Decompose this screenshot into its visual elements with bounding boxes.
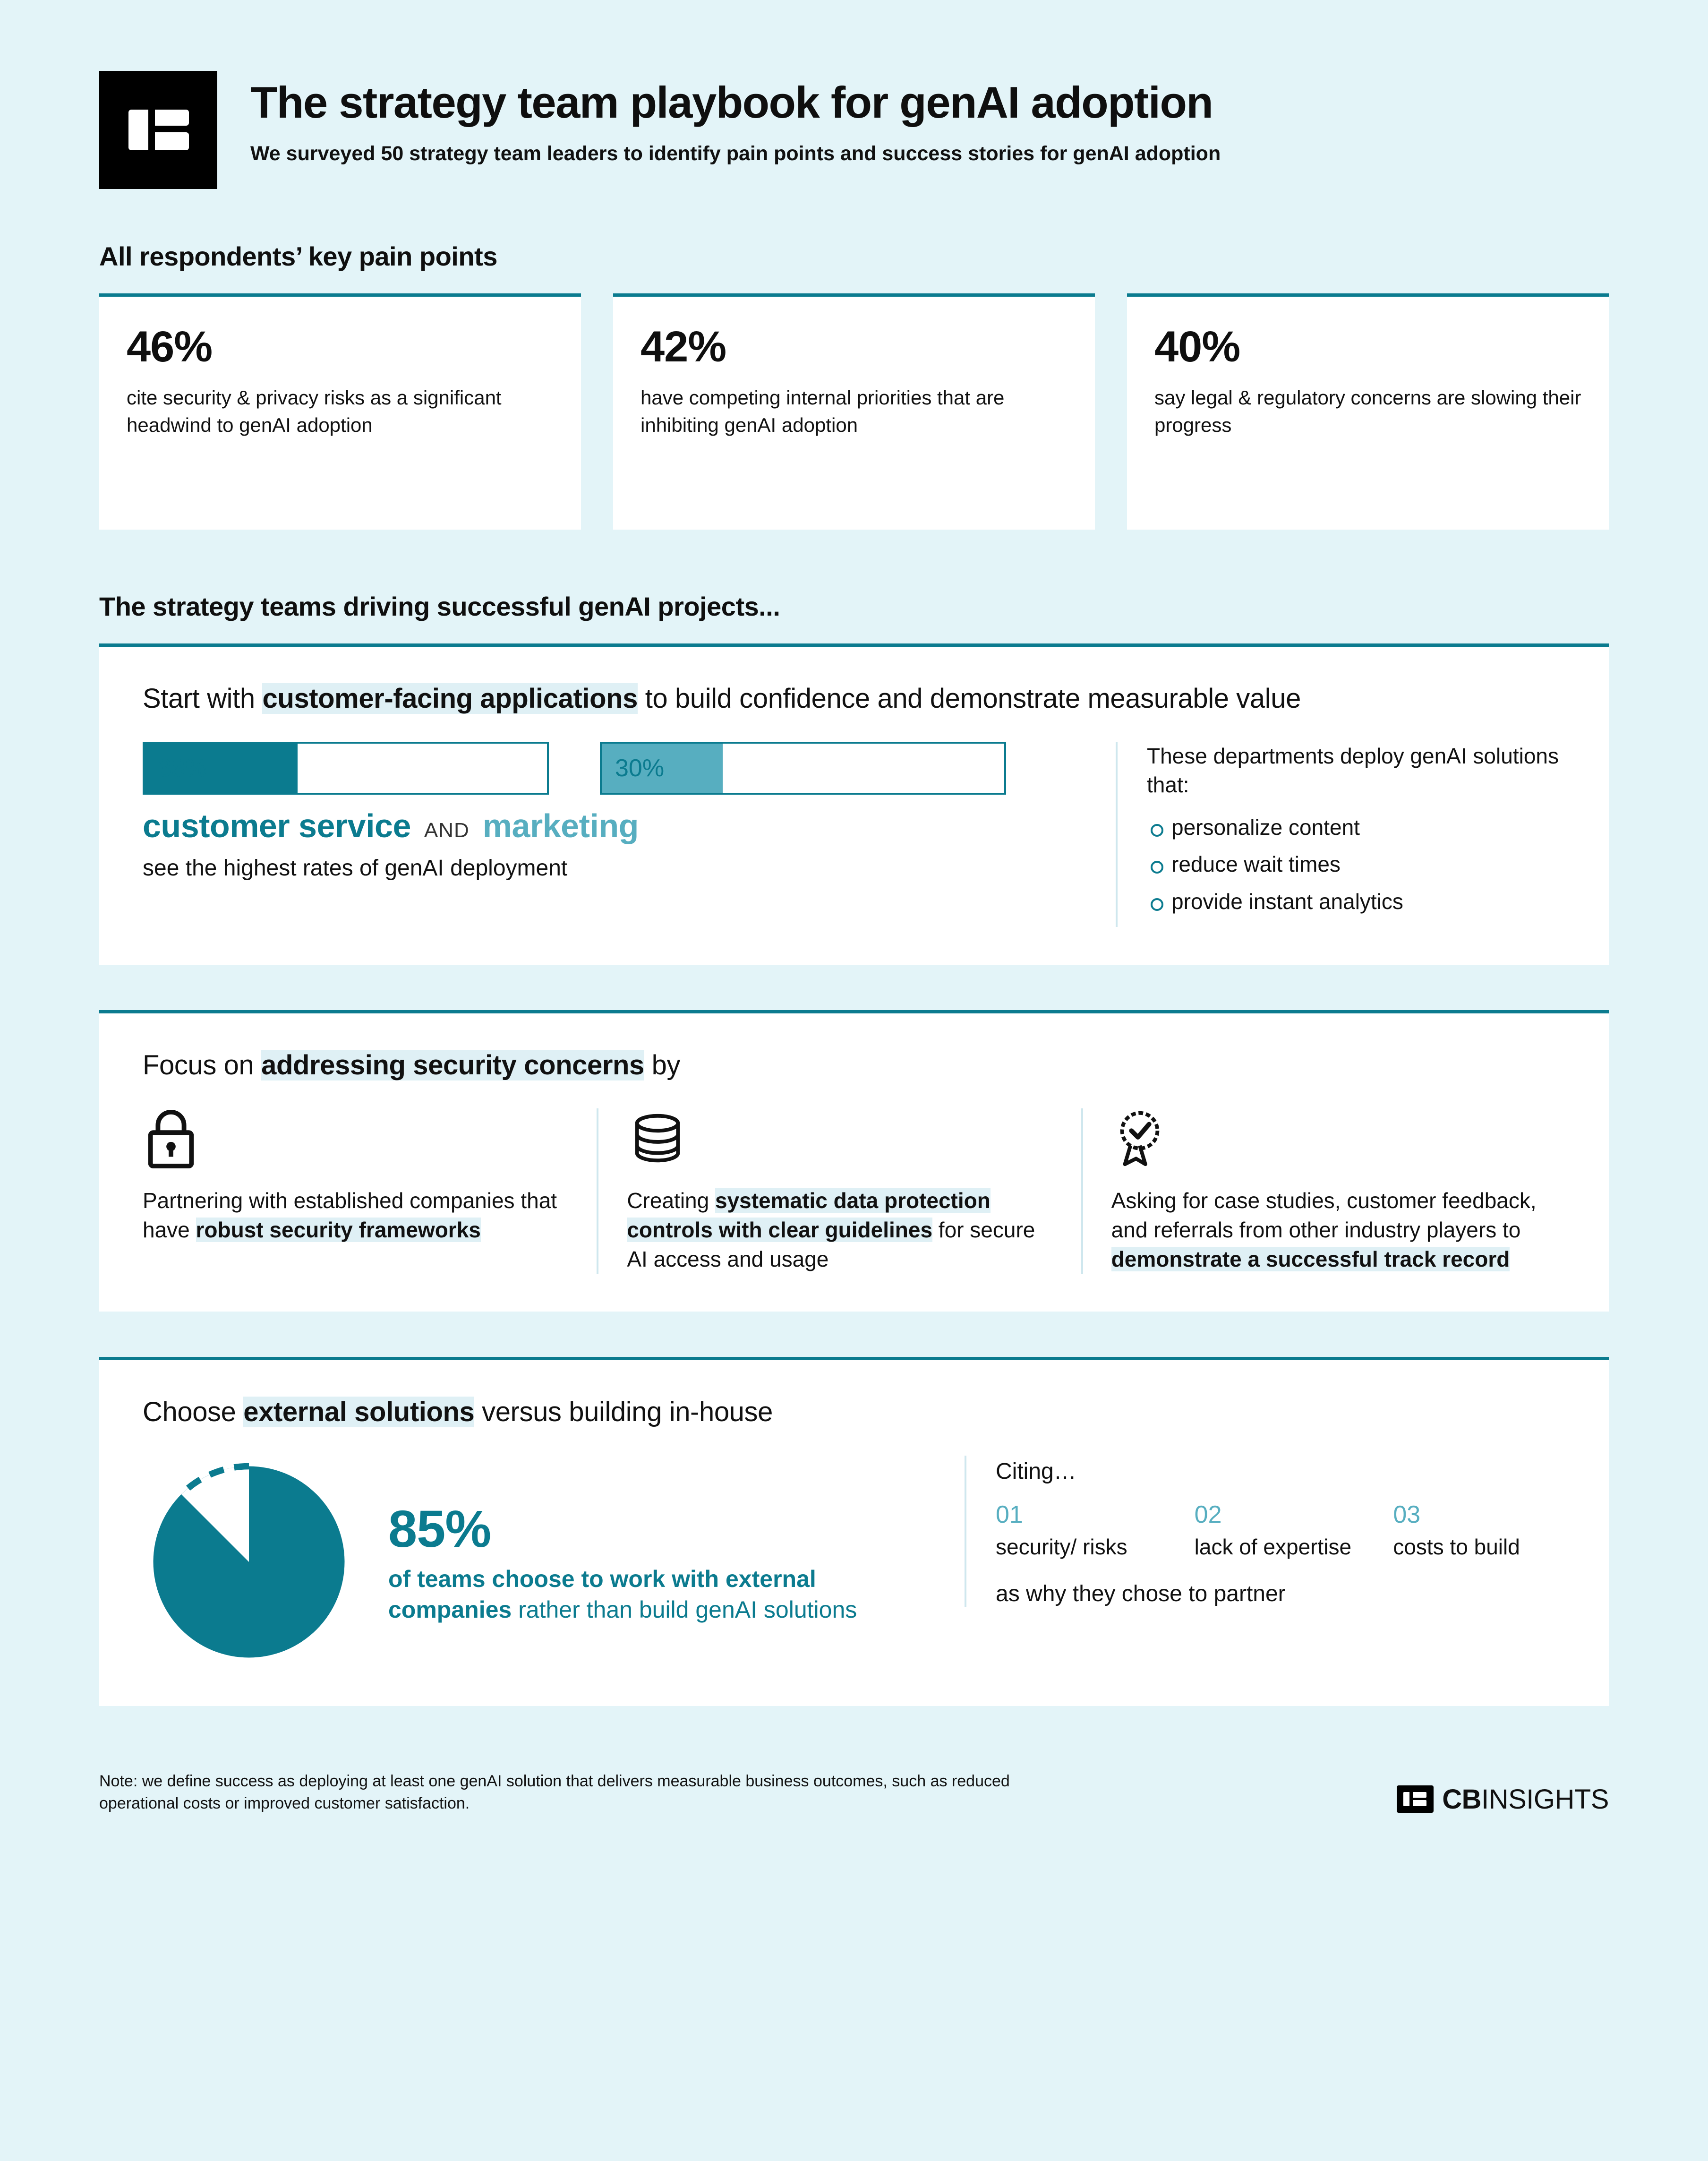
stat-card <box>1127 293 1609 530</box>
pain-points-heading: All respondents’ key pain points <box>99 241 497 271</box>
reason-number: 02 <box>1194 1501 1222 1528</box>
bar-value-label: 38% <box>158 755 207 782</box>
brand-bold: CB <box>1442 1784 1482 1815</box>
and-label: AND <box>424 819 470 842</box>
panel-title-highlight: addressing security concerns <box>261 1049 644 1080</box>
bar-customer-service <box>143 742 549 795</box>
stat-value: 42% <box>640 323 726 371</box>
deployment-side-note <box>1116 742 1565 926</box>
security-column-data-controls <box>597 1108 1081 1274</box>
stat-description: have competing internal priorities that are inhibiting genAI adoption <box>640 386 1005 436</box>
pie-chart <box>143 1456 355 1668</box>
citing-block <box>965 1456 1565 1607</box>
panel-title-post: versus building in-house <box>474 1397 773 1428</box>
panel-title-pre: Focus on <box>143 1049 262 1080</box>
award-ribbon-icon <box>1111 1108 1537 1170</box>
text-part-bold: systematic data protection controls with clear guidelines <box>627 1188 991 1243</box>
security-column-text <box>143 1186 568 1244</box>
reason-label: security/ risks <box>996 1534 1127 1559</box>
panel-title-pre: Start with <box>143 683 263 714</box>
text-part: Creating <box>627 1188 715 1213</box>
pain-points-cards <box>99 293 1609 530</box>
stat-description: say legal & regulatory concerns are slowing their progress <box>1154 386 1581 436</box>
citing-footnote: as why they chose to partner <box>996 1581 1286 1606</box>
footer-note: Note: we define success as deploying at least one genAI solution that delivers measurable business outcomes, such as reduced operational costs or improved customer satisfaction. <box>99 1772 1010 1813</box>
list-item: provide instant analytics <box>1147 890 1565 914</box>
stat-description: cite security & privacy risks as a significant headwind to genAI adoption <box>127 386 502 436</box>
deployment-bars-block <box>143 742 1116 926</box>
external-percent: 85% <box>388 1500 491 1558</box>
reason-number: 01 <box>996 1501 1023 1528</box>
lock-icon <box>143 1108 568 1170</box>
text-part-bold: demonstrate a successful track record <box>1111 1247 1510 1272</box>
panel-security-concerns <box>99 1010 1609 1312</box>
header <box>99 66 1609 189</box>
cb-wordmark <box>1442 1784 1609 1815</box>
reason-label: lack of expertise <box>1194 1534 1352 1559</box>
panel-title-pre: Choose <box>143 1397 244 1428</box>
security-column-track-record <box>1081 1108 1565 1274</box>
citing-label: Citing… <box>996 1458 1076 1484</box>
side-note-bullets <box>1147 815 1565 914</box>
external-description-bold: of teams choose to work with external companies <box>388 1565 816 1623</box>
page-subtitle: We surveyed 50 strategy team leaders to identify pain points and success stories for genAI adoption <box>250 142 1221 165</box>
cb-insights-footer-logo <box>1397 1784 1609 1815</box>
list-item: reduce wait times <box>1147 852 1565 876</box>
panel-title <box>143 1047 1565 1083</box>
cb-insights-logo-icon <box>99 71 217 189</box>
panel-title <box>143 1394 1565 1430</box>
reason-item <box>1393 1501 1565 1560</box>
bar-value-label: 30% <box>615 755 665 782</box>
page-title: The strategy team playbook for genAI adoption <box>250 77 1213 127</box>
external-description <box>388 1564 908 1625</box>
reason-item <box>1195 1501 1367 1560</box>
stat-value: 46% <box>127 323 213 371</box>
panel-title-post: by <box>644 1049 681 1080</box>
text-part: Asking for case studies, customer feedback, and referrals from other industry players to <box>1111 1188 1537 1243</box>
text-part-bold: robust security frameworks <box>196 1218 481 1243</box>
brand-rest: INSIGHTS <box>1481 1784 1609 1815</box>
reason-item <box>996 1501 1168 1560</box>
panel-title-post: to build confidence and demonstrate measurable value <box>637 683 1301 714</box>
header-text <box>250 66 1221 167</box>
panel-customer-facing <box>99 643 1609 965</box>
security-column-partnering <box>143 1108 597 1274</box>
panel-title <box>143 681 1565 716</box>
footer <box>99 1751 1609 1848</box>
reason-label: costs to build <box>1393 1534 1520 1559</box>
reason-number: 03 <box>1393 1501 1421 1528</box>
security-column-text <box>1111 1186 1537 1274</box>
text-part: Partnering with established companies that have <box>143 1188 557 1243</box>
department-customer-service: customer service <box>143 807 411 845</box>
department-labels <box>143 807 1116 845</box>
panel-title-highlight: external solutions <box>243 1397 475 1428</box>
cb-mark-icon <box>1397 1785 1434 1813</box>
security-column-text <box>627 1186 1052 1274</box>
panel-external-solutions <box>99 1357 1609 1706</box>
stat-value: 40% <box>1154 323 1240 371</box>
side-note-lead: These departments deploy genAI solutions that: <box>1147 744 1559 798</box>
citing-reasons <box>996 1501 1565 1560</box>
text-part: for secure AI access and usage <box>627 1218 1035 1272</box>
stat-card <box>613 293 1095 530</box>
external-description-rest: rather than build genAI solutions <box>512 1596 857 1623</box>
department-caption: see the highest rates of genAI deployment <box>143 856 568 881</box>
database-icon <box>627 1108 1052 1170</box>
panel-title-highlight: customer-facing applications <box>262 683 638 714</box>
department-marketing: marketing <box>482 807 639 845</box>
success-heading: The strategy teams driving successful genAI projects... <box>99 592 780 621</box>
deployment-bars <box>143 742 1116 795</box>
list-item: personalize content <box>1147 815 1565 840</box>
bar-marketing <box>600 742 1006 795</box>
stat-card <box>99 293 581 530</box>
